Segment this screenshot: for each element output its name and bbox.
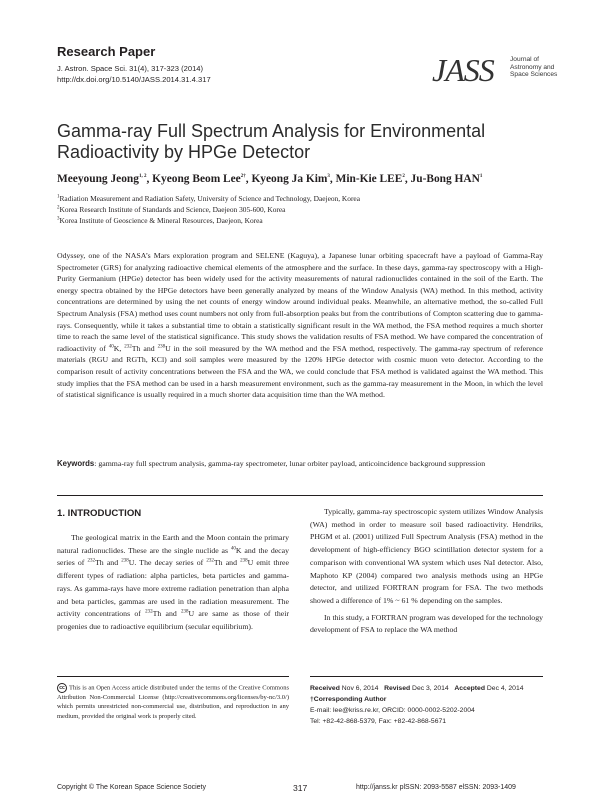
license-text: This is an Open Access article distributed under the terms of the Creative Commons Attribution Non-Commercial License (http://creativecommons.org/licenses/by-nc/3.0/) which permits unrestricted non-commercial use, distribution, and reproduction in any medium, provided the original work is properly cited.	[57, 684, 289, 720]
paragraph: Typically, gamma-ray spectroscopic system utilizes Window Analysis (WA) method in order to measure soil based radioactivity. Hendriks, PHGM et al. (2001) utilized Full Spectrum Analysis (FSA) method in the development of high-efficiency BGO scintillation detector system for a comparison with conventional WA system which uses NaI detector. Also, Maphoto KP (2004) compared two analysis methods using an HPGe detector, and utilized FORTRAN program for FSA. The two methods showed a difference of 1% ~ 61 % depending on the samples.	[310, 507, 543, 605]
paragraph	[57, 532, 289, 634]
author-affil-sup: 2	[402, 174, 405, 180]
accepted-date: Dec 4, 2014	[486, 685, 524, 692]
isotope-sup: 232	[124, 344, 132, 350]
revised-label: Revised	[384, 685, 411, 692]
isotope-sup: 232	[145, 609, 153, 615]
abstract-text: Th and	[131, 343, 158, 353]
isotope-sup: 238	[121, 558, 129, 564]
author-affil-sup: 3	[327, 174, 330, 180]
author-name: Min-Kie LEE	[335, 173, 403, 185]
footnote-divider	[57, 676, 289, 677]
logo-sub-line: Journal of	[510, 56, 539, 63]
citation: J. Astron. Space Sci. 31(4), 317-323 (2014)	[57, 64, 204, 73]
affiliation-number: 2	[57, 205, 60, 211]
affiliation-number: 3	[57, 216, 60, 222]
author-affil-sup: 1	[479, 174, 483, 180]
keywords-value: : gamma-ray full spectrum analysis, gamma-ray spectrometer, lunar orbiter payload, anticoincidence background suppression	[94, 459, 486, 468]
body-text: Th and	[152, 609, 182, 619]
author-list: Meeyoung Jeong$^{1, 2}$, Kyeong Beom Lee$^{2\dagger}$, Kyeong Ja Kim$^3$, Min-Kie LEE$^2$, Ju-Bong HAN$^1$	[57, 173, 483, 185]
journal-info	[57, 63, 211, 85]
author-name: Kyeong Ja Kim	[251, 173, 328, 185]
affiliation-number: 1	[57, 194, 60, 200]
paragraph: In this study, a FORTRAN program was developed for the technology development of FSA to replace the WA method	[310, 612, 543, 635]
affiliation	[57, 193, 360, 204]
page-number: 317	[293, 783, 308, 793]
body-text: U. The decay series of	[128, 558, 207, 568]
left-column	[57, 532, 289, 634]
author-phone: Tel: +82-42-868-5379, Fax: +82-42-868-5671	[310, 718, 447, 725]
affiliation	[57, 215, 360, 226]
footnote-divider	[310, 676, 543, 677]
accepted-label: Accepted	[454, 685, 485, 692]
isotope-sup: 238	[240, 558, 248, 564]
body-text: K and the decay series of	[57, 545, 289, 568]
author-affil-sup: 2†	[240, 174, 246, 180]
body-text: Th and	[95, 558, 122, 568]
author-email[interactable]: E-mail: lee@kriss.re.kr, ORCID: 0000-0002-5202-2004	[310, 707, 475, 714]
body-text: The geological matrix in the Earth and the Moon contain the primary natural radionuclides. These are the single nuclide as	[57, 533, 289, 555]
author-affil-sup: 1, 2	[138, 174, 147, 180]
affiliation-text: Korea Institute of Geoscience & Mineral Resources, Daejeon, Korea	[59, 216, 263, 225]
body-text: U emit three different types of radiation: alpha particles, beta particles and gamma-rays. As gamma-rays have more extreme radiation penetration than alpha and beta particles, gammas are used in the radiation measurement. The activity concentrations of	[57, 558, 289, 619]
author-name: Meeyoung Jeong	[57, 173, 139, 185]
author-name: Kyeong Beom Lee	[152, 173, 241, 185]
affiliation	[57, 204, 360, 215]
article-history	[310, 683, 543, 727]
article-type: Research Paper	[57, 44, 156, 59]
isotope-sup: 232	[87, 558, 96, 564]
logo-subtitle	[510, 56, 557, 79]
logo-sub-line: Space Sciences	[510, 71, 558, 79]
right-column	[310, 506, 543, 637]
isotope-sup: 40	[230, 546, 236, 552]
affiliation-text: Korea Research Institute of Standards and Science, Daejeon 305-600, Korea	[59, 205, 286, 214]
corresponding-author-label: †Corresponding Author	[310, 696, 387, 703]
logo-main-text: JASS	[432, 52, 494, 88]
affiliation-text: Radiation Measurement and Radiation Safety, University of Science and Technology, Daejeon, Korea	[59, 194, 360, 203]
logo-sub-line: Astronomy and	[510, 63, 555, 71]
footer-issn[interactable]: http://janss.kr plSSN: 2093-5587 elSSN: 2093-1409	[356, 784, 516, 791]
doi-link[interactable]: http://dx.doi.org/10.5140/JASS.2014.31.4.317	[57, 75, 211, 84]
received-label: Received	[310, 685, 340, 692]
body-text: Th and	[213, 558, 241, 568]
section-divider	[57, 495, 543, 496]
history-dates	[310, 683, 543, 694]
keywords-label: Keywords	[57, 459, 95, 468]
license-note	[57, 683, 289, 721]
received-date: Nov 6, 2014	[341, 685, 379, 692]
abstract-text: K,	[113, 343, 125, 353]
body-text: U are same as those of their progenies due to radioactive equilibrium (secular equilibrium).	[57, 609, 289, 631]
abstract-text: U in the soil measured by the WA method and the FSA method, respectively. The gamma-ray spectrum of reference materials (RGU and RGTh, KCl) and soil samples were measured by the 120% HPGe detector with cosmic muon veto detector. According to the comparison result of activity concentrations between the FSA and the WA, we could conclude that FSA method is validated against the WA method. This study implies that the FSA method can be used in a harsh measurement environment, such as the gamma-ray measurement in the Moon, in which the level of statistical significance is usually required in a much shorter data acquisition time than the WA method.	[57, 343, 544, 400]
affiliation-list	[57, 193, 360, 226]
section-heading: 1. INTRODUCTION	[57, 508, 142, 519]
isotope-sup: 40	[108, 344, 114, 350]
paper-title: Gamma-ray Full Spectrum Analysis for Environmental Radioactivity by HPGe Detector	[57, 121, 486, 162]
footer-copyright: Copyright © The Korean Space Science Society	[57, 784, 206, 791]
abstract-text: Odyssey, one of the NASA’s Mars exploration program and SELENE (Kaguya), a Japanese lunar orbiting spacecraft have a payload of Gamma-Ray Spectrometer (GRS) for analyzing radioactive chemical elements of the atmosphere and the surface. In these days, gamma-ray spectroscopy with a High-Purity Germanium (HPGe) detector has been widely used for the activity measurements of natural radionuclides contained in the soil of the Earth. The energy spectra obtained by the HPGe detectors have been generally analyzed by means of the Window Analysis (WA) method. In this method, activity concentrations are determined by using the net counts of energy window around individual peaks. Meanwhile, an alternative method, the so-called Full Spectrum Analysis (FSA) method uses count numbers not only from full-absorption peaks but from the contributions of Compton scattering due to gamma-rays. Consequently, while it takes a substantial time to obtain a statistically significant result in the WA method, the FSA method requires a much shorter time to reach the same level of the statistical significance. This study shows the validation results of FSA method. We have compared the concentration of radioactivity of	[57, 251, 543, 353]
creative-commons-icon: cc	[57, 683, 67, 693]
abstract	[57, 250, 543, 401]
isotope-sup: 238	[181, 609, 189, 615]
revised-date: Dec 3, 2014	[412, 685, 449, 692]
author-name: Ju-Bong HAN	[410, 173, 480, 185]
keywords	[57, 458, 543, 470]
isotope-sup: 232	[206, 558, 214, 564]
isotope-sup: 238	[157, 344, 166, 350]
journal-logo	[432, 52, 558, 96]
